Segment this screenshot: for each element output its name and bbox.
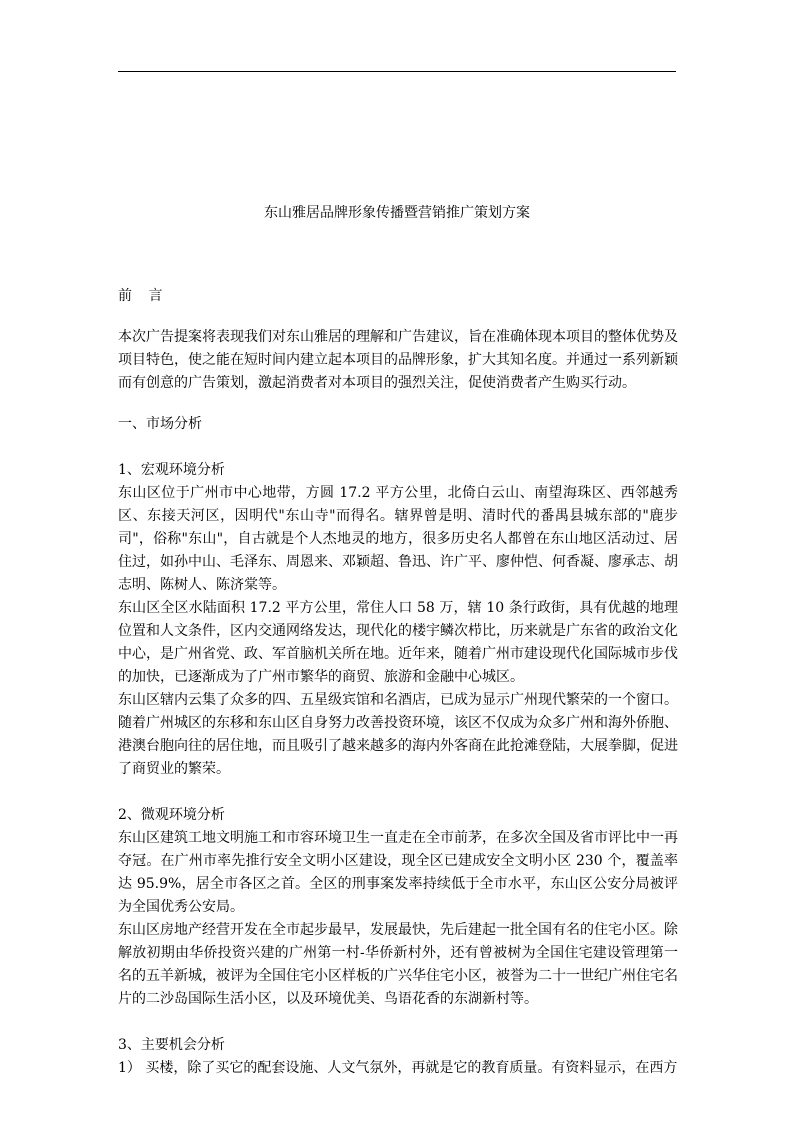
paragraph: 东山区全区水陆面积 17.2 平方公里，常住人口 58 万，辖 10 条行政街，具有优越的地理位置和人文条件，区内交通网络发达，现代化的楼宇鳞次栉比，历来就是广东省的政治文化中心，是广州省党、政、军首脑机关所在地。近年来，随着广州市建设现代化国际城市步伐的加快，已逐渐成为了广州市繁华的商贸、旅游和金融中心城区。	[118, 600, 678, 685]
subsection-heading-macro: 1、宏观环境分析	[118, 462, 225, 478]
section-heading-market-analysis: 一、市场分析	[118, 416, 202, 432]
paragraph: 东山区建筑工地文明施工和市容环境卫生一直走在全市前茅，在多次全国及省市评比中一再夺冠。在广州市率先推行安全文明小区建设，现全区已建成安全文明小区 230 个，覆盖率达 95.9%，居全市各区之首。全区的刑事案发率持续低于全市水平，东山区公安分局被评为全国优秀公安局。	[118, 830, 678, 915]
paragraph: 东山区房地产经营开发在全市起步最早，发展最快，先后建起一批全国有名的住宅小区。除解放初期由华侨投资兴建的广州第一村-华侨新村外，还有曾被树为全国住宅建设管理第一名的五羊新城，被评为全国住宅小区样板的广兴华住宅小区，被誉为二十一世纪广州住宅名片的二沙岛国际生活小区，以及环境优美、鸟语花香的东湖新村等。	[118, 922, 678, 1007]
subsection-heading-micro: 2、微观环境分析	[118, 807, 225, 823]
paragraph: 东山区辖内云集了众多的四、五星级宾馆和名酒店，已成为显示广州现代繁荣的一个窗口。随着广州城区的东移和东山区自身努力改善投资环境，该区不仅成为众多广州和海外侨胞、港澳台胞向往的居住地，而且吸引了越来越多的海内外客商在此抢滩登陆，大展拳脚，促进了商贸业的繁荣。	[118, 692, 678, 777]
preface-paragraph: 本次广告提案将表现我们对东山雅居的理解和广告建议，旨在准确体现本项目的整体优势及项目特色，使之能在短时间内建立起本项目的品牌形象，扩大其知名度。并通过一系列新颖而有创意的广告策划，激起消费者对本项目的强烈关注，促使消费者产生购买行动。	[118, 329, 678, 391]
document-title: 东山雅居品牌形象传播暨营销推广策划方案	[264, 205, 530, 221]
preface-heading: 前 言	[118, 288, 169, 304]
list-item: 1） 买楼，除了买它的配套设施、人文气氛外，再就是它的教育质量。有资料显示，在西方	[118, 1060, 678, 1076]
paragraph: 东山区位于广州市中心地带，方圆 17.2 平方公里，北倚白云山、南望海珠区、西邻越秀区、东接天河区，因明代"东山寺"而得名。辖界曾是明、清时代的番禺县城东部的"鹿步司"，俗称"东山"，自古就是个人杰地灵的地方，很多历史名人都曾在东山地区活动过、居住过，如孙中山、毛泽东、周恩来、邓颖超、鲁迅、许广平、廖仲恺、何香凝、廖承志、胡志明、陈树人、陈济棠等。	[118, 485, 678, 593]
document-body	[118, 285, 678, 1080]
header-rule	[118, 71, 676, 72]
subsection-heading-opportunity: 3、主要机会分析	[118, 1037, 225, 1053]
